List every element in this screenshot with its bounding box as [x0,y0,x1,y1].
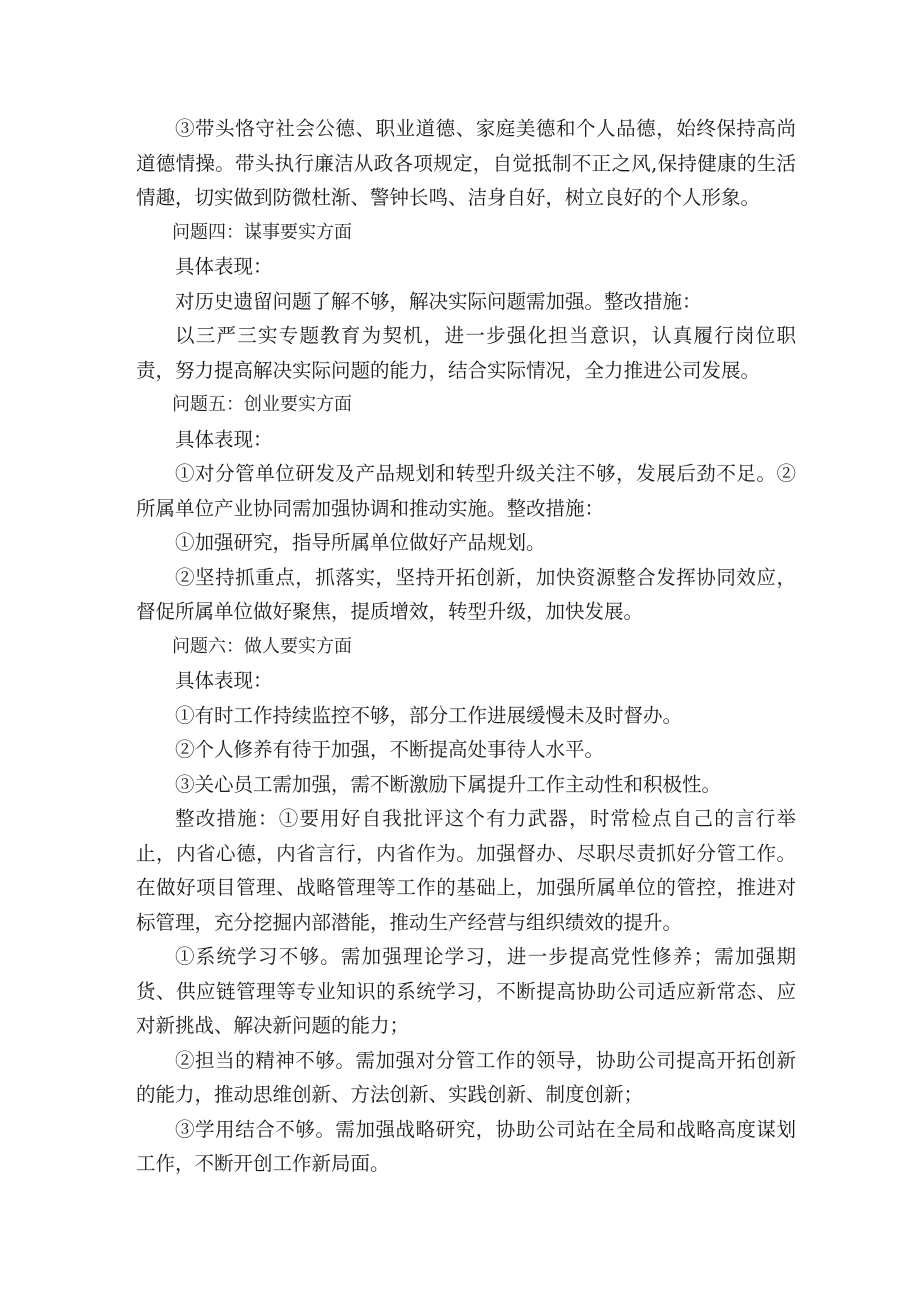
paragraph-issue-4-problem: 对历史遗留问题了解不够，解决实际问题需加强。整改措施： [175,289,702,313]
paragraph-issue-6-problem-2: ②个人修养有待于加强，不断提高处事待人水平。 [175,738,605,761]
paragraph-issue-6-problem-1: ①有时工作持续监控不够，部分工作进展缓慢未及时督办。 [175,703,683,727]
paragraph-application-insufficient: ③学用结合不够。需加强战略研究，协助公司站在全局和战略高度谋划工作，不断开创工作新局面。 [136,1117,796,1175]
paragraph-issue-6-problem-3: ③关心员工需加强，需不断激励下属提升工作主动性和积极性。 [175,772,722,796]
paragraph-issue-6-measures: 整改措施：①要用好自我批评这个有力武器，时常检点自己的言行举止，内省心德，内省言行，内省作为。加强督办、尽职尽责抓好分管工作。在做好项目管理、战略管理等工作的基础上，加强所属单位的管控，推进对标管理，充分挖掘内部潜能，推动生产经营与组织绩效的提升。 [136,807,796,934]
paragraph-issue-5-problem: ①对分管单位研发及产品规划和转型升级关注不够，发展后劲不足。②所属单位产业协同需加强协调和推动实施。整改措施： [136,462,796,520]
paragraph-issue-4-measure: 以三严三实专题教育为契机，进一步强化担当意识，认真履行岗位职责，努力提高解决实际问题的能力，结合实际情况，全力推进公司发展。 [136,324,796,382]
paragraph-study-insufficient: ①系统学习不够。需加强理论学习，进一步提高党性修养；需加强期货、供应链管理等专业知识的系统学习，不断提高协助公司适应新常态、应对新挑战、解决新问题的能力； [136,945,796,1037]
paragraph-conduct-standards: ③带头恪守社会公德、职业道德、家庭美德和个人品德，始终保持高尚道德情操。带头执行廉洁从政各项规定，自觉抵制不正之风,保持健康的生活情趣，切实做到防微杜渐、警钟长鸣、洁身自好，树立良好的个人形象。 [136,117,796,209]
paragraph-issue-5-measure-2: ②坚持抓重点，抓落实，坚持开拓创新，加快资源整合发挥协同效应，督促所属单位做好聚焦，提质增效，转型升级，加快发展。 [136,565,796,623]
section-heading-issue-6: 问题六：做人要实方面 [172,635,352,657]
paragraph-issue-5-measure-1: ①加强研究，指导所属单位做好产品规划。 [175,531,546,554]
document-body [136,112,796,1182]
paragraph-responsibility-insufficient: ②担当的精神不够。需加强对分管工作的领导，协助公司提高开拓创新的能力，推动思维创新、方法创新、实践创新、制度创新； [136,1048,796,1106]
section-heading-issue-5: 问题五：创业要实方面 [172,394,352,415]
label-specific-manifestations: 具体表现： [175,255,273,278]
section-heading-issue-4: 问题四：谋事要实方面 [172,221,352,243]
label-specific-manifestations: 具体表现： [175,427,273,451]
label-specific-manifestations: 具体表现： [175,669,273,692]
